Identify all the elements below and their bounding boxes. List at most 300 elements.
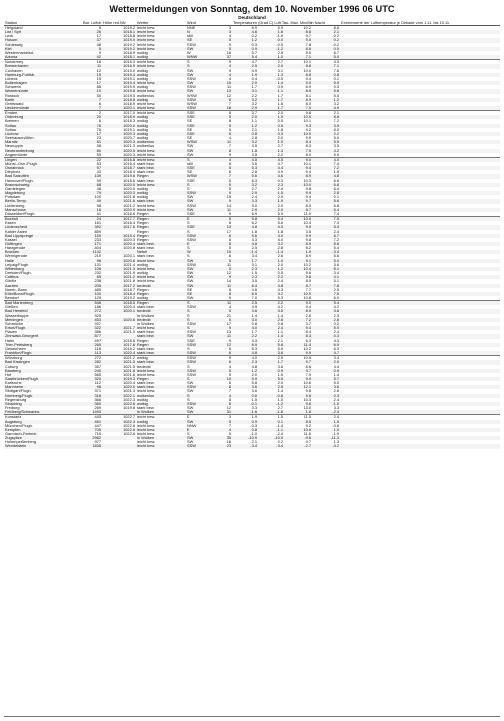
cell-wind-speed: 12 (214, 343, 232, 347)
cell-temp-max: 10.5 (284, 217, 312, 222)
cell-station: Bendorf (5, 296, 19, 300)
cell-pressure: 1022.6 (102, 428, 136, 432)
cell-temp-dew: 2.2 (258, 275, 284, 279)
cell-wind-dir: SSW (186, 98, 214, 102)
cell-wind-speed: 13 (214, 225, 232, 229)
cell-pressure: 1018.2 (123, 346, 136, 351)
cell-temp-dew: 5.6 (277, 221, 284, 226)
cell-pressure: 1018.1 (102, 30, 136, 34)
cell-pressure: 1022.3 (102, 420, 136, 424)
cell-wind-speed: 5 (214, 38, 232, 42)
cell-temp-min: 1.2 (312, 98, 340, 102)
cell-temp-min: -0.6 (332, 423, 340, 428)
cell-temp-air: 5.8 (232, 217, 258, 222)
cell-temp-max: 8.6 (305, 364, 312, 369)
cell-temp-min: 6.8 (333, 203, 340, 208)
cell-weather: stark bew. (137, 254, 155, 259)
cell-temp-min: 2.4 (312, 415, 340, 420)
cell-station: Görlitz (5, 279, 17, 284)
cell-weather: leicht bew. (136, 444, 186, 448)
cell-temp-dew: 5.0 (277, 346, 284, 351)
cell-wind-speed: 5 (228, 127, 232, 132)
cell-pressure: 1022.6 (123, 423, 136, 428)
cell-pressure: 1016.6 (123, 211, 136, 216)
cell-wind-speed: 15 (214, 250, 232, 254)
cell-wind-speed: 5 (228, 186, 232, 191)
cell-wind-speed: 9 (228, 68, 232, 73)
cell-station: Manschnow (4, 208, 82, 212)
cell-height: 11 (82, 64, 102, 68)
cell-station: Münst.-Osn./Flugh. (5, 162, 39, 166)
cell-temp-dew: 2.6 (258, 318, 284, 322)
cell-wind-dir: N (186, 30, 214, 34)
cell-temp-dew: 1.9 (258, 199, 284, 203)
cell-weather: leicht bew. (137, 42, 156, 47)
cell-wind-dir: SW (186, 275, 214, 279)
cell-pressure: 1019.3 (123, 93, 136, 98)
col-station: Station (4, 21, 82, 26)
cell-temp-max: 10.0 (303, 68, 312, 73)
cell-height: 96 (82, 385, 102, 389)
cell-height: 719 (94, 432, 101, 436)
cell-height: 113 (82, 351, 102, 356)
cell-temp-air: 4.6 (232, 30, 258, 34)
cell-wind-speed: 17 (226, 321, 232, 326)
cell-temp-dew: 1.5 (258, 191, 284, 195)
cell-temp-air: 2.0 (232, 81, 258, 85)
cell-pressure: 1021.8 (102, 369, 136, 373)
cell-temp-max: 10.3 (303, 178, 312, 183)
cell-station: Plauen (5, 330, 18, 335)
cell-weather: wolkig (136, 402, 186, 406)
cell-temp-min: 2.1 (312, 111, 340, 116)
cell-temp-max: 9.4 (284, 326, 312, 330)
cell-height: 100 (94, 195, 101, 200)
cell-extremes (340, 444, 500, 448)
cell-temp-max: 10.1 (303, 162, 312, 166)
cell-temp-dew: 4.9 (277, 170, 284, 175)
cell-pressure: 1021.8 (123, 195, 136, 200)
cell-temp-air: 3.7 (232, 111, 258, 116)
cell-station: Lüdenscheid (4, 225, 82, 229)
cell-height: 240 (82, 369, 102, 373)
cell-temp-min: 7.1 (312, 64, 340, 68)
cell-height: 20 (82, 115, 102, 119)
cell-station: Helgoland (5, 25, 23, 30)
cell-temp-dew: 1.7 (277, 93, 284, 98)
cell-temp-max: 8.7 (284, 284, 312, 288)
cell-height: 272 (82, 309, 102, 313)
cell-temp-dew: 4.0 (258, 234, 284, 238)
cell-temp-air: 1.5 (251, 271, 258, 276)
cell-temp-dew: 0.2 (277, 440, 284, 445)
cell-height: 7 (82, 106, 102, 111)
cell-wind-dir: SE (187, 136, 193, 141)
cell-height: 485 (94, 287, 101, 292)
cell-temp-air: 3.2 (232, 98, 258, 102)
cell-temp-min: 2.0 (312, 360, 340, 364)
cell-wind-dir: SSW (187, 321, 196, 326)
cell-wind-dir: SE (187, 127, 193, 132)
cell-wind-speed: 5 (214, 47, 232, 51)
cell-temp-dew: 1.5 (258, 415, 284, 420)
cell-temp-max: 9.6 (284, 402, 312, 406)
cell-pressure: 1020.5 (123, 186, 136, 191)
cell-wind-dir: SSW (187, 330, 196, 335)
cell-wind-dir: E (186, 428, 214, 432)
cell-temp-air: 3.2 (251, 101, 258, 106)
cell-temp-dew: -0.5 (276, 42, 284, 47)
cell-temp-dew: 0.5 (277, 271, 284, 276)
cell-wind-dir: SW (186, 284, 214, 288)
cell-height: 443 (82, 415, 102, 420)
cell-station: Gießen (5, 305, 18, 310)
cell-wind-speed: 21 (226, 313, 232, 318)
cell-station: Westermarkelsd. (5, 50, 35, 55)
col-pressure: Bar. Luftdr. Höhe red.NN (82, 21, 136, 26)
cell-temp-dew: 2.4 (258, 326, 284, 330)
cell-temp-max: 8.9 (284, 309, 312, 313)
cell-temp-min: 0.9 (312, 369, 340, 373)
cell-weather: stark bew. (136, 242, 186, 246)
cell-station: Coburg (5, 364, 18, 369)
cell-station: Barth (4, 98, 82, 102)
cell-wind-speed: 3 (214, 30, 232, 34)
cell-temp-max: 10.4 (284, 267, 312, 271)
cell-temp-air: 2.3 (232, 360, 258, 364)
cell-station: Geisenheim (5, 346, 26, 351)
cell-station: Bremerhaven (4, 64, 82, 68)
cell-temp-min: 3.2 (333, 101, 340, 106)
cell-temp-min: 5.4 (333, 246, 340, 251)
cell-height: 79 (82, 191, 102, 195)
cell-pressure: 1021.5 (123, 364, 136, 369)
cell-station: Cottbus (4, 275, 82, 279)
cell-wind-dir: S (186, 377, 214, 381)
cell-pressure: 1022.1 (102, 394, 136, 398)
cell-pressure: 1019.1 (123, 76, 136, 81)
cell-temp-min: 6.4 (333, 186, 340, 191)
cell-wind-speed: 3 (228, 25, 232, 30)
cell-temp-dew: 4.5 (258, 157, 284, 162)
cell-weather: leicht bew. (136, 30, 186, 34)
cell-station: Köln/Bonn/Flugh. (4, 292, 82, 296)
cell-wind-dir: S (186, 318, 214, 322)
cell-temp-min: 0.2 (312, 38, 340, 42)
cell-temp-max: 8.0 (305, 152, 312, 157)
cell-temp-min: 0.3 (312, 394, 340, 398)
cell-weather: Regen (136, 225, 186, 229)
cell-pressure: 1020.3 (102, 191, 136, 195)
cell-temp-dew: 3.2 (258, 292, 284, 296)
cell-weather: wolkig (137, 85, 148, 90)
cell-temp-max: 10.1 (284, 60, 312, 65)
cell-temp-max: 11.4 (284, 343, 312, 347)
cell-wind-speed: 7 (228, 389, 232, 394)
cell-wind-speed: 9 (214, 326, 232, 330)
cell-wind-speed: 8 (214, 292, 232, 296)
cell-temp-min: -2.4 (312, 410, 340, 415)
cell-height: 2962 (82, 436, 102, 440)
cell-station: Hohenpeißenberg (5, 440, 37, 445)
cell-station: Hof (5, 372, 12, 377)
cell-height: 22 (82, 157, 102, 162)
cell-wind-speed: 6 (228, 162, 232, 166)
cell-height: 210 (94, 254, 101, 259)
cell-temp-max: 9.8 (284, 394, 312, 398)
cell-pressure: 1021.2 (102, 356, 136, 361)
cell-temp-dew: -1.0 (276, 34, 284, 39)
cell-wind-speed: 8 (214, 402, 232, 406)
cell-height: 357 (94, 364, 101, 369)
cell-station: Saarbrücken/Flugh. (4, 377, 82, 381)
cell-temp-max: 8.1 (305, 93, 312, 98)
cell-temp-air: 1.5 (251, 397, 258, 402)
cell-temp-air: 5.0 (251, 203, 258, 208)
cell-temp-min: 7.4 (333, 162, 340, 166)
cell-weather: stark bew. (137, 170, 155, 175)
cell-height: 7 (82, 98, 102, 102)
cell-height: 41 (96, 211, 101, 216)
cell-wind-speed: 4 (228, 136, 232, 141)
cell-pressure: 1020.4 (123, 305, 136, 310)
cell-wind-dir: SSE (186, 166, 214, 170)
cell-wind-dir: SE (187, 170, 193, 175)
cell-temp-max: 9.4 (305, 195, 312, 200)
cell-pressure: 1021.2 (102, 275, 136, 279)
cell-height: 50 (96, 93, 101, 98)
cell-wind-speed: 8 (228, 254, 232, 259)
cell-height: 49 (82, 199, 102, 203)
cell-pressure: 1018.6 (123, 338, 136, 343)
cell-wind-dir: S (187, 313, 190, 318)
cell-temp-max: 9.9 (284, 351, 312, 356)
cell-wind-dir: SW (186, 410, 214, 415)
cell-temp-dew: 0.1 (258, 420, 284, 424)
cell-temp-dew: 2.2 (277, 152, 284, 157)
cell-temp-min: -1.9 (332, 432, 340, 436)
cell-height: 705 (82, 428, 102, 432)
cell-temp-air: 4.8 (251, 364, 258, 369)
cell-wind-dir: SSW (187, 85, 196, 90)
cell-height: 76 (82, 124, 102, 128)
cell-temp-min: 5.5 (312, 140, 340, 144)
cell-temp-min: 3.9 (312, 124, 340, 128)
cell-wind-dir: WSW (186, 174, 214, 178)
cell-temp-max: 7.2 (284, 318, 312, 322)
cell-weather: stark bew. (137, 330, 155, 335)
cell-height: 272 (82, 356, 102, 361)
cell-station: Lübeck (5, 76, 18, 81)
cell-temp-air: 4.0 (232, 356, 258, 361)
cell-temp-max: 8.8 (284, 30, 312, 34)
cell-station: Bad Marienberg (4, 301, 82, 306)
cell-station: Schmücke (5, 321, 24, 326)
cell-pressure: 1019.8 (123, 406, 136, 411)
cell-temp-dew: 2.7 (277, 406, 284, 411)
cell-wind-dir: SW (186, 436, 214, 440)
cell-temp-min: 4.9 (312, 106, 340, 111)
cell-height: 159 (82, 234, 102, 238)
cell-temp-dew: 1.4 (258, 149, 284, 153)
cell-weather: leicht bew. (136, 208, 186, 212)
cell-weather: leicht bew. (136, 89, 186, 93)
cell-height: 386 (94, 330, 101, 335)
cell-pressure: 1016.4 (123, 162, 136, 166)
cell-temp-air: 6.2 (251, 221, 258, 226)
cell-station: Bocholt (4, 217, 82, 222)
cell-pressure: 1020.8 (123, 246, 136, 251)
cell-height: 546 (82, 301, 102, 306)
page-title: Wettermeldungen von Sonntag, dem 10. November 1996 06 UTC (109, 4, 395, 14)
cell-temp-air: 1.2 (232, 124, 258, 128)
cell-temp-dew: 1.0 (258, 55, 284, 60)
cell-temp-air: 1.7 (251, 85, 258, 90)
cell-pressure: 1020.4 (102, 242, 136, 246)
cell-wind-speed: 9 (214, 275, 232, 279)
cell-wind-speed: 5 (214, 124, 232, 128)
cell-temp-air: 2.1 (251, 440, 258, 445)
cell-wind-speed: 6 (228, 170, 232, 175)
cell-wind-speed: 12 (226, 271, 232, 276)
cell-height: 186 (94, 305, 101, 310)
cell-temp-max: 9.8 (284, 111, 312, 116)
cell-temp-air: 2.9 (232, 191, 258, 195)
cell-pressure: 1018.9 (123, 50, 136, 55)
cell-temp-min: 7.2 (333, 119, 340, 124)
cell-pressure: 1022.3 (123, 397, 136, 402)
cell-station: Soltau (4, 124, 82, 128)
cell-temp-min: 7.5 (312, 217, 340, 222)
cell-temp-air: -1.4 (232, 250, 258, 254)
cell-pressure: 1019.4 (102, 81, 136, 85)
cell-pressure: 1020.6 (102, 259, 136, 263)
cell-temp-min: 2.2 (312, 132, 340, 136)
cell-temp-max: 10.5 (284, 115, 312, 119)
cell-temp-air: 7.0 (251, 296, 258, 300)
cell-weather: Regen (136, 174, 186, 178)
cell-wind-speed: 14 (226, 279, 232, 284)
cell-temp-max: 10.6 (284, 428, 312, 432)
cell-height: 88 (96, 85, 101, 90)
cell-wind-dir: SW (187, 406, 194, 411)
cell-temp-air: 0.8 (232, 428, 258, 432)
cell-temp-dew: 4.6 (258, 174, 284, 178)
cell-pressure: 1018.8 (102, 98, 136, 102)
cell-temp-dew: 2.6 (277, 254, 284, 259)
cell-weather: wolkig (136, 132, 186, 136)
cell-temp-air: 4.5 (232, 157, 258, 162)
cell-temp-min: 4.2 (312, 149, 340, 153)
cell-pressure: 1018.6 (123, 178, 136, 183)
cell-temp-max: 8.9 (284, 174, 312, 178)
cell-temp-min: 3.4 (312, 356, 340, 361)
cell-station: Dresden/Flugh. (5, 271, 32, 276)
cell-height: 318 (82, 394, 102, 398)
cell-temp-dew: -0.5 (276, 76, 284, 81)
cell-wind-speed: 18 (226, 50, 232, 55)
cell-height: 10 (82, 89, 102, 93)
cell-temp-max: 9.0 (284, 301, 312, 306)
cell-wind-dir: SW (186, 81, 214, 85)
cell-station: Harzgerode (5, 246, 26, 251)
cell-wind-dir: SSW (186, 369, 214, 373)
cell-weather: leicht bew. (136, 106, 186, 111)
cell-temp-dew: 2.5 (277, 50, 284, 55)
cell-pressure: 1017.8 (102, 343, 136, 347)
cell-wind-dir: NNE (187, 25, 196, 30)
cell-temp-max: 1.9 (284, 250, 312, 254)
cell-temp-air: 3.1 (251, 262, 258, 267)
cell-temp-air: 0.8 (251, 321, 258, 326)
cell-temp-air: 0.6 (232, 394, 258, 398)
cell-wind-dir: SSE (187, 211, 195, 216)
cell-wind-dir: S (186, 157, 214, 162)
cell-station: Ueckermünde (4, 106, 82, 111)
cell-weather: leicht bew. (137, 203, 156, 208)
cell-wind-speed: 9 (228, 42, 232, 47)
cell-weather: Regen (137, 287, 149, 292)
cell-temp-dew: -1.1 (258, 428, 284, 432)
cell-height: 371 (94, 389, 101, 394)
cell-wind-speed: 5 (228, 432, 232, 436)
cell-temp-min: 4.0 (312, 157, 340, 162)
cell-temp-air: 5.9 (232, 377, 258, 381)
cell-wind-dir: SSW (187, 305, 196, 310)
cell-height: 69 (82, 275, 102, 279)
cell-temp-min: 2.4 (333, 397, 340, 402)
cell-wind-speed: 15 (214, 81, 232, 85)
cell-wind-dir: WSW (186, 140, 214, 144)
cell-temp-air: 3.2 (232, 183, 258, 187)
cell-station: Boltenhagen (4, 81, 82, 85)
cell-weather: stark bew. (137, 178, 155, 183)
cell-height: 565 (94, 372, 101, 377)
cell-weather: stark bew. (136, 385, 186, 389)
cell-wind-speed: 5 (214, 267, 232, 271)
col-temperatures: Temperaturen (Grad C) Luft Tau- Max. Min/Min Nacht (232, 21, 340, 26)
cell-temp-max: 8.5 (284, 420, 312, 424)
cell-station: Neuruppin (5, 144, 23, 149)
cell-temp-air: 4.8 (232, 225, 258, 229)
cell-temp-dew: 1.0 (258, 115, 284, 119)
cell-temp-dew: 1.1 (277, 330, 284, 335)
cell-temp-min: 1.5 (312, 420, 340, 424)
cell-wind-dir: W (186, 250, 214, 254)
cell-wind-speed: 5 (228, 372, 232, 377)
cell-station: Straubing (4, 402, 82, 406)
cell-station: Regensburg (5, 397, 27, 402)
cell-wind-dir: W (187, 50, 191, 55)
cell-weather: leicht bew. (136, 183, 186, 187)
cell-temp-air: 3.5 (251, 152, 258, 157)
cell-height: 15 (96, 76, 101, 81)
cell-height: 6 (98, 119, 101, 124)
cell-weather: Regen (137, 338, 149, 343)
cell-temp-max: 6.9 (305, 85, 312, 90)
cell-pressure: 1019.4 (102, 73, 136, 77)
cell-temp-dew: 2.7 (258, 60, 284, 65)
cell-wind-dir: SSW (186, 402, 214, 406)
cell-height: 97 (82, 166, 102, 170)
cell-temp-min: 2.1 (312, 30, 340, 34)
cell-height: 118 (94, 346, 101, 351)
cell-height: 161 (94, 221, 101, 226)
cell-pressure: 1018.7 (102, 166, 136, 170)
cell-pressure: 1019.2 (123, 296, 136, 300)
cell-pressure: 1020.6 (102, 318, 136, 322)
cell-height: 26 (82, 30, 102, 34)
